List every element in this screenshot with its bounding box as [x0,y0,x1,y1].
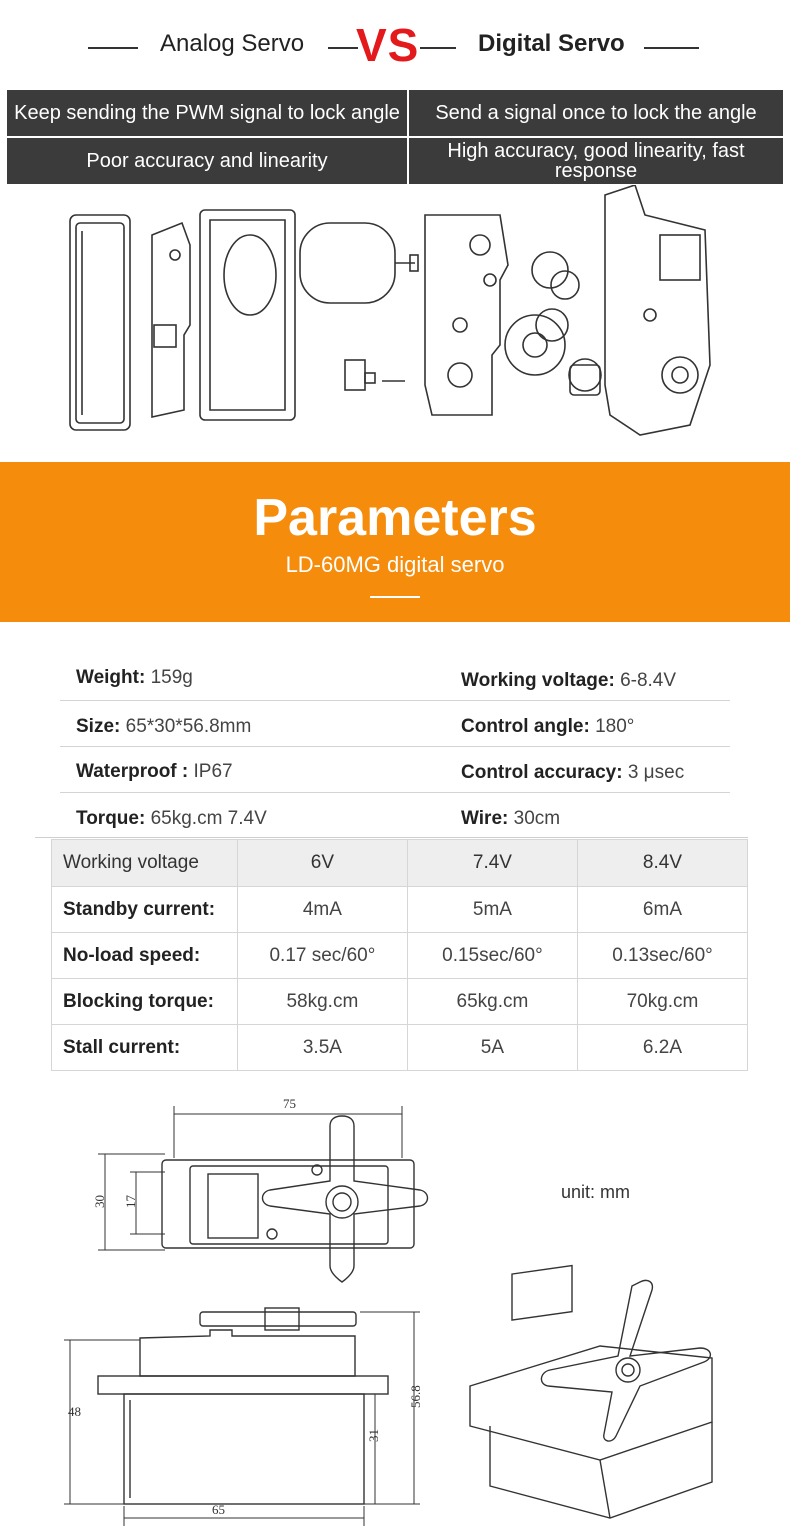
table-header-cell: Working voltage [52,840,238,887]
analog-servo-title: Analog Servo [160,30,305,57]
spec-label: Waterproof : [76,761,189,782]
spec-value: 30cm [513,808,561,829]
analog-feature: Poor accuracy and linearity [7,138,407,184]
dimension-drawings [0,1086,790,1532]
side-view-drawing [64,1308,423,1526]
spec-list [60,655,730,838]
digital-feature: Send a signal once to lock the angle [409,90,783,136]
table-row-label: Stall current: [52,1025,238,1071]
table-cell: 5A [407,1025,577,1071]
spec-value: 180° [595,716,635,737]
spec-value: 6-8.4V [620,670,677,691]
table-cell: 6.2A [577,1025,747,1071]
analog-feature: Keep sending the PWM signal to lock angle [7,90,407,136]
table-row [52,933,748,979]
table-row [52,1025,748,1071]
table-row [52,979,748,1025]
spec-label: Control angle: [461,716,590,737]
digital-servo-title: Digital Servo [478,30,625,57]
spec-label: Torque: [76,808,146,829]
table-header-row [52,840,748,887]
spec-divider [35,837,748,838]
unit-label: unit: mm [561,1182,631,1202]
spec-row [60,701,730,747]
dim-label-75: 75 [283,1096,296,1111]
dim-label-30: 30 [92,1195,107,1208]
spec-label: Size: [76,716,121,737]
dim-label-48: 48 [68,1404,81,1419]
table-row-label: No-load speed: [52,933,238,979]
vs-label: VS [356,19,420,71]
table-cell: 0.15sec/60° [407,933,577,979]
table-row [52,887,748,933]
spec-label: Working voltage: [461,670,615,691]
comparison-row [7,90,783,136]
dim-label-31: 31 [366,1429,381,1442]
comparison-row [7,138,783,184]
comparison-header [0,0,790,90]
banner-subtitle: LD-60MG digital servo [285,552,505,577]
spec-row [60,655,730,701]
table-cell: 65kg.cm [407,979,577,1025]
voltage-parameter-table [51,839,748,1071]
spec-label: Weight: [76,667,146,688]
table-cell: 58kg.cm [237,979,407,1025]
isometric-view-drawing [470,1266,712,1518]
parameters-banner [0,462,790,622]
digital-feature: High accuracy, good linearity, fast response [409,138,783,184]
table-cell: 3.5A [237,1025,407,1071]
table-cell: 6mA [577,887,747,933]
spec-value: 3 μsec [627,762,685,783]
servo-exploded-view-drawing [60,185,730,463]
dim-label-56-8: 56.8 [408,1385,423,1408]
table-cell: 5mA [407,887,577,933]
top-view-drawing [92,1096,428,1282]
table-cell: 0.17 sec/60° [237,933,407,979]
table-row-label: Blocking torque: [52,979,238,1025]
header-left-rule [88,47,138,49]
table-cell: 4mA [237,887,407,933]
dim-label-65: 65 [212,1502,225,1517]
table-header-cell: 8.4V [577,840,747,887]
header-vs-left-rule [328,47,358,49]
spec-row [60,747,730,793]
table-header-cell: 6V [237,840,407,887]
dim-label-17: 17 [123,1195,138,1208]
banner-underline [370,596,420,598]
comparison-table [7,90,783,186]
spec-value: 65kg.cm 7.4V [150,808,267,829]
table-cell: 0.13sec/60° [577,933,747,979]
spec-label: Control accuracy: [461,762,623,783]
header-right-rule [644,47,699,49]
spec-value: 65*30*56.8mm [125,716,252,737]
table-cell: 70kg.cm [577,979,747,1025]
banner-title: Parameters [253,489,537,547]
spec-value: IP67 [193,761,233,782]
spec-value: 159g [150,667,193,688]
table-row-label: Standby current: [52,887,238,933]
spec-row [60,793,730,838]
header-vs-right-rule [420,47,456,49]
spec-label: Wire: [461,808,509,829]
table-header-cell: 7.4V [407,840,577,887]
